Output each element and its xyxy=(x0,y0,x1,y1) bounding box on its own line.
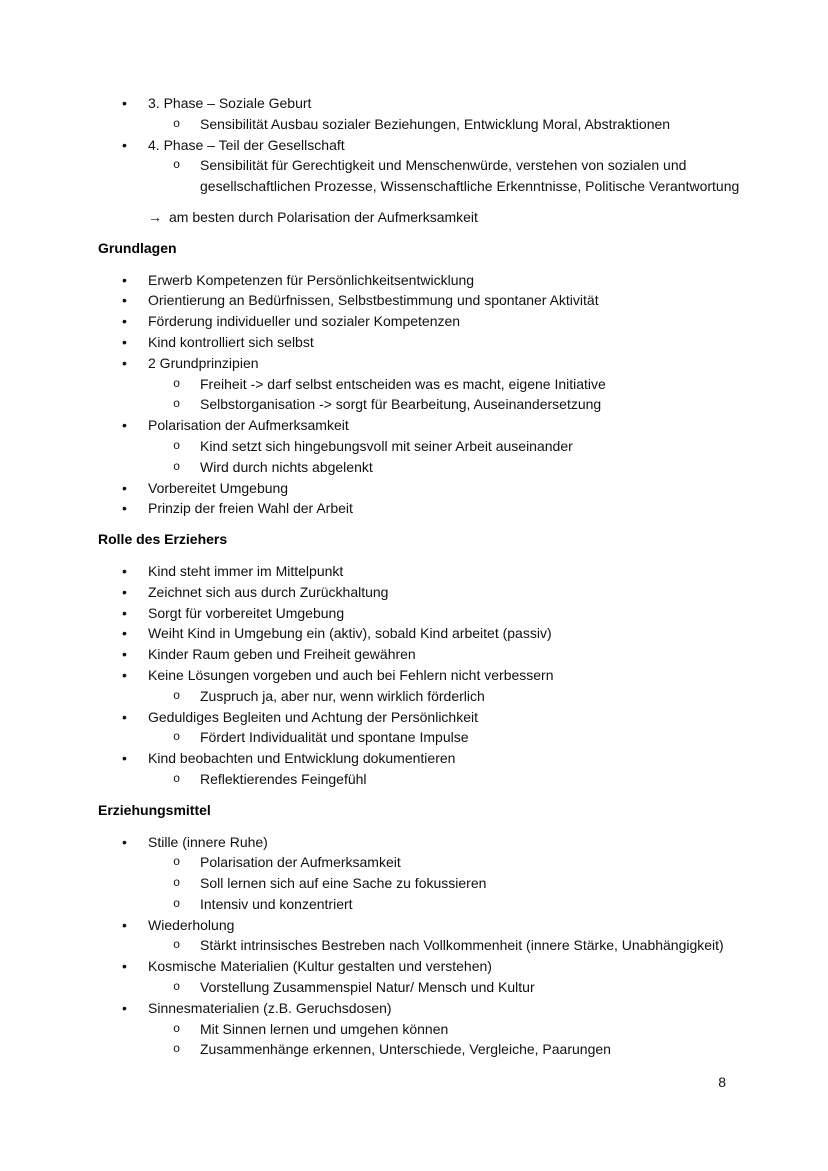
list-item-text: Soll lernen sich auf eine Sache zu fokussieren xyxy=(200,875,487,892)
list-item xyxy=(98,290,758,311)
bullet-marker-icon: • xyxy=(122,708,127,725)
circle-marker-icon: o xyxy=(173,688,181,703)
bullet-marker-icon: • xyxy=(122,95,127,111)
circle-marker-icon: o xyxy=(173,376,181,391)
bullet-marker-icon: • xyxy=(122,999,127,1016)
list-item xyxy=(98,686,758,707)
list-item xyxy=(98,935,758,956)
bullet-marker-icon: • xyxy=(122,333,127,350)
arrow-icon: → xyxy=(148,208,162,225)
list-item-text: Erwerb Kompetenzen für Persönlichkeitsentwicklung xyxy=(148,271,475,288)
circle-marker-icon: o xyxy=(173,158,181,173)
list-item xyxy=(98,582,758,603)
list-item-text: Stärkt intrinsisches Bestreben nach Vollkommenheit (innere Stärke, Unabhängigkeit) xyxy=(200,937,724,954)
list-item xyxy=(98,998,758,1019)
list-item-text: Prinzip der freien Wahl der Arbeit xyxy=(148,500,353,517)
list-item-text: Stille (innere Ruhe) xyxy=(148,833,268,850)
list-item-text: Keine Lösungen vorgeben und auch bei Fehlern nicht verbessern xyxy=(148,666,554,683)
bullet-marker-icon: • xyxy=(122,500,127,517)
list-item-text: 3. Phase – Soziale Geburt xyxy=(148,95,312,111)
bullet-marker-icon: • xyxy=(122,666,127,683)
list-item xyxy=(98,852,758,873)
list-item-text: Sensibilität Ausbau sozialer Beziehungen, Entwicklung Moral, Abstraktionen xyxy=(200,115,671,132)
list-item-text: Geduldiges Begleiten und Achtung der Persönlichkeit xyxy=(148,708,478,725)
list-item-text: 4. Phase – Teil der Gesellschaft xyxy=(148,136,345,153)
circle-marker-icon: o xyxy=(173,980,181,995)
circle-marker-icon: o xyxy=(173,397,181,412)
list-item xyxy=(98,561,758,582)
bullet-marker-icon: • xyxy=(122,833,127,850)
list-item xyxy=(98,977,758,998)
list-item xyxy=(98,374,758,395)
section-heading: Grundlagen xyxy=(98,239,177,256)
circle-marker-icon: o xyxy=(173,438,181,453)
list-item-text: Intensiv und konzentriert xyxy=(200,895,353,912)
list-item xyxy=(98,644,758,665)
list-item xyxy=(98,207,758,228)
list-item xyxy=(98,603,758,624)
bullet-marker-icon: • xyxy=(122,562,127,579)
list-item xyxy=(98,894,758,915)
circle-marker-icon: o xyxy=(173,855,181,870)
list-item-text: Kosmische Materialien (Kultur gestalten und verstehen) xyxy=(148,958,492,975)
bullet-marker-icon: • xyxy=(122,916,127,933)
list-item-text: Reflektierendes Feingefühl xyxy=(200,770,367,787)
list-item xyxy=(98,873,758,894)
circle-marker-icon: o xyxy=(173,116,181,131)
circle-marker-icon: o xyxy=(173,938,181,953)
list-item xyxy=(98,332,758,353)
list-item xyxy=(98,155,758,197)
list-item-text: Sorgt für vorbereitet Umgebung xyxy=(148,604,345,621)
bullet-marker-icon: • xyxy=(122,479,127,496)
list-item xyxy=(98,727,758,748)
list-item-text: Sensibilität für Gerechtigkeit und Menschenwürde, verstehen von sozialen und gesellschaftlichen Prozesse, Wissenschaftliche Erkenntnisse, Politische Verantwortung xyxy=(200,157,740,195)
list-item xyxy=(98,311,758,332)
circle-marker-icon: o xyxy=(173,771,181,786)
circle-marker-icon: o xyxy=(173,1021,181,1036)
list-item xyxy=(98,1039,758,1060)
list-item xyxy=(98,915,758,936)
bullet-marker-icon: • xyxy=(122,271,127,288)
bullet-marker-icon: • xyxy=(122,646,127,663)
bullet-marker-icon: • xyxy=(122,958,127,975)
list-item xyxy=(98,270,758,291)
circle-marker-icon: o xyxy=(173,1042,181,1057)
list-item-text: Orientierung an Bedürfnissen, Selbstbestimmung und spontaner Aktivität xyxy=(148,292,599,309)
section-heading: Erziehungsmittel xyxy=(98,801,211,818)
list-item xyxy=(98,769,758,790)
list-item-text: Kinder Raum geben und Freiheit gewähren xyxy=(148,646,416,663)
bullet-marker-icon: • xyxy=(122,625,127,642)
list-item-text: Kind beobachten und Entwicklung dokumentieren xyxy=(148,750,456,767)
list-item-text: Zusammenhänge erkennen, Unterschiede, Vergleiche, Paarungen xyxy=(200,1041,611,1058)
list-item xyxy=(98,135,758,156)
list-item xyxy=(98,1019,758,1040)
list-item-text: Vorstellung Zusammenspiel Natur/ Mensch und Kultur xyxy=(200,979,535,996)
list-item-text: 2 Grundprinzipien xyxy=(148,354,259,371)
section-heading: Rolle des Erziehers xyxy=(98,531,228,548)
list-item-text: Kind steht immer im Mittelpunkt xyxy=(148,562,344,579)
list-item-text: Kind kontrolliert sich selbst xyxy=(148,333,314,350)
list-item-text: Mit Sinnen lernen und umgehen können xyxy=(200,1020,449,1037)
list-item xyxy=(98,93,758,114)
list-item-text: Kind setzt sich hingebungsvoll mit seiner Arbeit auseinander xyxy=(200,437,573,454)
list-item-text: Weiht Kind in Umgebung ein (aktiv), sobald Kind arbeitet (passiv) xyxy=(148,625,552,642)
bullet-marker-icon: • xyxy=(122,583,127,600)
bullet-marker-icon: • xyxy=(122,354,127,371)
list-item xyxy=(98,114,758,135)
list-item-text: Freiheit -> darf selbst entscheiden was es macht, eigene Initiative xyxy=(200,375,606,392)
bullet-marker-icon: • xyxy=(122,417,127,434)
list-item xyxy=(98,707,758,728)
list-item xyxy=(98,415,758,436)
list-item-text: Polarisation der Aufmerksamkeit xyxy=(200,854,401,871)
list-item-text: am besten durch Polarisation der Aufmerksamkeit xyxy=(169,208,478,225)
list-item-text: Sinnesmaterialien (z.B. Geruchsdosen) xyxy=(148,999,392,1016)
bullet-marker-icon: • xyxy=(122,604,127,621)
bullet-marker-icon: • xyxy=(122,292,127,309)
list-item-text: Fördert Individualität und spontane Impulse xyxy=(200,729,469,746)
circle-marker-icon: o xyxy=(173,730,181,745)
list-item xyxy=(98,457,758,478)
list-item xyxy=(98,623,758,644)
list-item-text: Wiederholung xyxy=(148,916,235,933)
page-number: 8 xyxy=(718,1074,726,1090)
list-item-text: Wird durch nichts abgelenkt xyxy=(200,458,373,475)
list-item xyxy=(98,478,758,499)
list-item xyxy=(98,394,758,415)
list-item xyxy=(98,956,758,977)
list-item xyxy=(98,498,758,519)
list-item xyxy=(98,436,758,457)
document-content xyxy=(98,93,758,1060)
circle-marker-icon: o xyxy=(173,896,181,911)
list-item xyxy=(98,665,758,686)
list-item-text: Zuspruch ja, aber nur, wenn wirklich förderlich xyxy=(200,687,485,704)
list-item-text: Förderung individueller und sozialer Kompetenzen xyxy=(148,313,461,330)
list-item xyxy=(98,832,758,853)
bullet-marker-icon: • xyxy=(122,136,127,153)
circle-marker-icon: o xyxy=(173,876,181,891)
list-item-text: Selbstorganisation -> sorgt für Bearbeitung, Auseinandersetzung xyxy=(200,396,602,413)
list-item-text: Zeichnet sich aus durch Zurückhaltung xyxy=(148,583,389,600)
circle-marker-icon: o xyxy=(173,459,181,474)
list-item-text: Polarisation der Aufmerksamkeit xyxy=(148,417,349,434)
list-item-text: Vorbereitet Umgebung xyxy=(148,479,289,496)
bullet-marker-icon: • xyxy=(122,313,127,330)
list-item xyxy=(98,748,758,769)
bullet-marker-icon: • xyxy=(122,750,127,767)
list-item xyxy=(98,353,758,374)
